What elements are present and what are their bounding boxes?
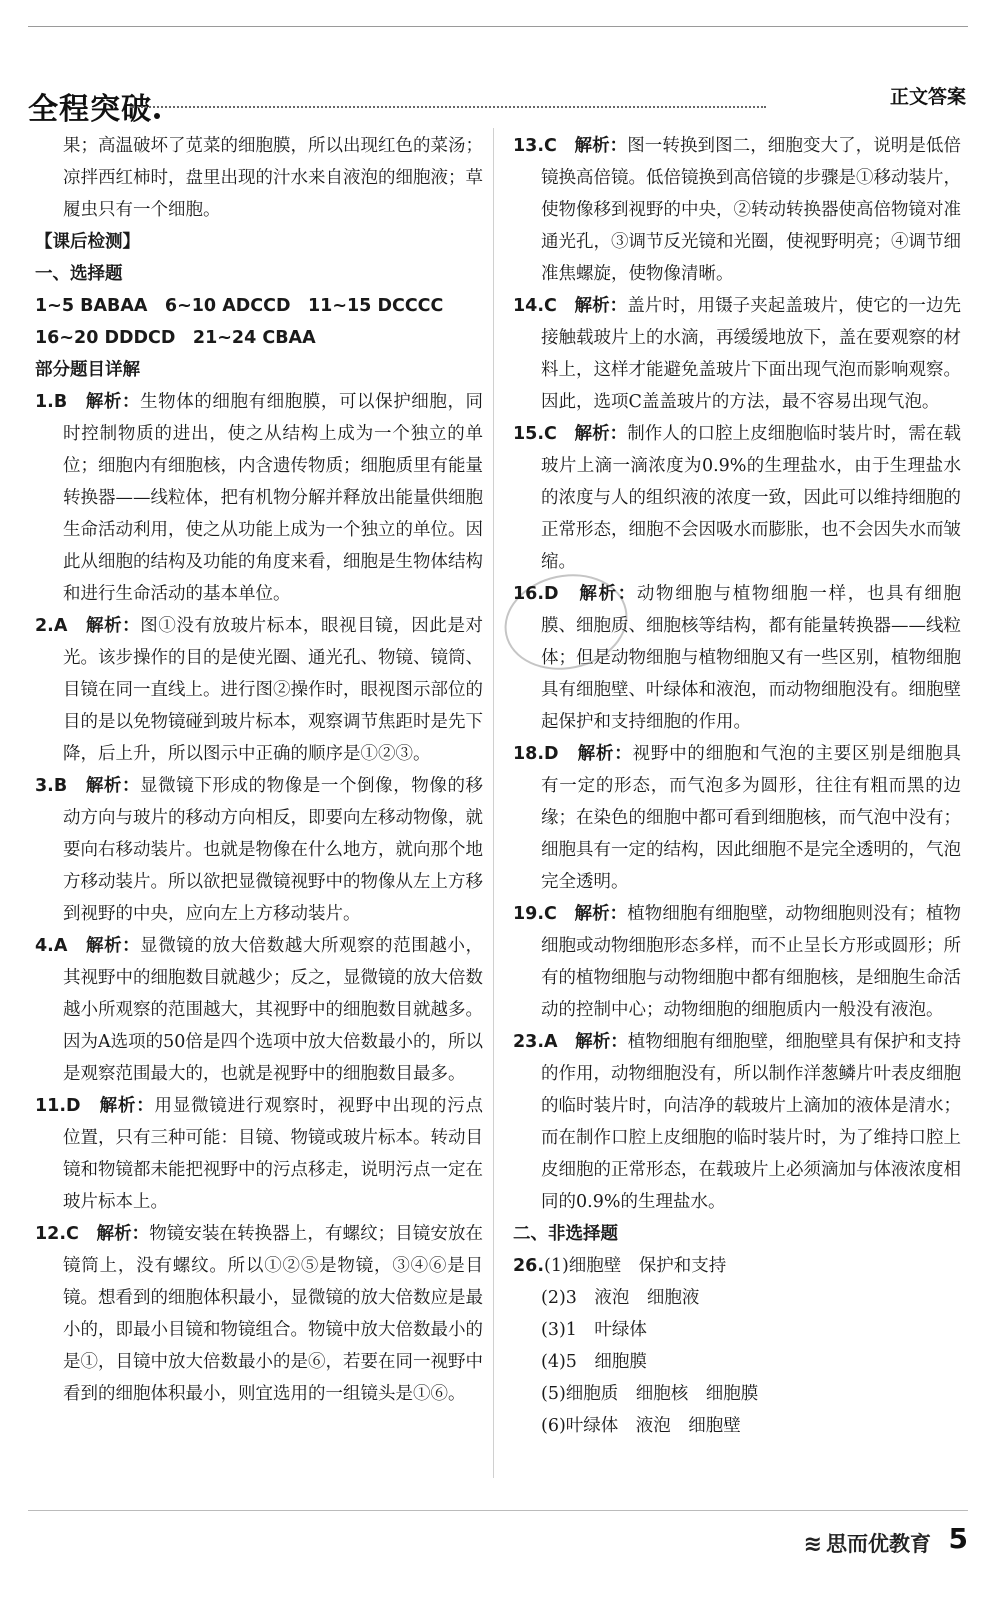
q26-line: (4)5 细胞膜 [541,1352,647,1372]
top-rule [28,26,968,27]
q26-line: (2)3 液泡 细胞液 [541,1288,700,1308]
explanation-item: 1.B 解析：生物体的细胞有细胞膜，可以保护细胞，同时控制物质的进出，使之从结构上成为一个独立的单位；细胞内有细胞核，内含遗传物质；细胞质里有能量转换器——线粒体，把有机物分解并释放出能量供细胞生命活动利用，使之从功能上成为一个独立的单位。因此从细胞的结构及功能的角度来看，细胞是生物体结构和进行生命活动的基本单位。 [35,392,484,604]
explanation-item: 4.A 解析：显微镜的放大倍数越大所观察的范围越小，其视野中的细胞数目就越少；反之，显微镜的放大倍数越小所观察的范围越大，其视野中的细胞数目就越多。因为A选项的50倍是四个选项中放大倍数最小的，所以是观察范围最大的，也就是视野中的细胞数目最多。 [35,936,484,1084]
q26-line: (5)细胞质 细胞核 细胞膜 [541,1384,759,1404]
answer-key-line-2: 16~20 DDDCD 21~24 CBAA [35,328,316,348]
right-column [513,130,961,1442]
explanation-item: 18.D 解析：视野中的细胞和气泡的主要区别是细胞具有一定的形态，而气泡多为圆形，往往有粗而黑的边缘；在染色的细胞中都可看到细胞核，而气泡中没有；细胞具有一定的结构，因此细胞不是完全透明的，气泡完全透明。 [513,744,962,892]
brand-logo: 全程突破 [28,84,160,128]
left-column [35,130,483,1410]
explanation-item: 23.A 解析：植物细胞有细胞壁，细胞壁具有保护和支持的作用，动物细胞没有，所以制作洋葱鳞片叶表皮细胞的临时装片时，向洁净的载玻片上滴加的液体是清水；而在制作口腔上皮细胞的临时装片时，为了维持口腔上皮细胞的正常形态，在载玻片上必须滴加与体液浓度相同的0.9%的生理盐水。 [513,1032,962,1212]
page-number: 5 [948,1522,968,1555]
explanation-item: 14.C 解析：盖片时，用镊子夹起盖玻片，使它的一边先接触载玻片上的水滴，再缓缓地放下，盖在要观察的材料上，这样才能避免盖玻片下面出现气泡而影响观察。因此，选项C盖盖玻片的方法，最不容易出现气泡。 [513,296,962,412]
footer-rule [28,1510,968,1511]
section-label: 正文答案 [889,86,966,108]
explanation-item: 2.A 解析：图①没有放玻片标本，眼视目镜，因此是对光。该步操作的目的是使光圈、通光孔、物镜、镜筒、目镜在同一直线上。进行图②操作时，眼视图示部位的目的是以免物镜碰到玻片标本，观察调节焦距时是先下降，后上升，所以图示中正确的顺序是①②③。 [35,616,484,764]
column-divider [493,128,494,1478]
header-dotted-rule [130,106,766,108]
choice-heading: 一、选择题 [35,264,123,284]
s-logo-icon: ≋ [803,1532,822,1557]
explanation-item: 15.C 解析：制作人的口腔上皮细胞临时装片时，需在载玻片上滴一滴浓度为0.9%的生理盐水，由于生理盐水的浓度与人的组织液的浓度一致，因此可以维持细胞的正常形态，细胞不会因吸水而膨胀，也不会因失水而皱缩。 [513,424,962,572]
q26-line: (3)1 叶绿体 [541,1320,647,1340]
explanation-item: 3.B 解析：显微镜下形成的物像是一个倒像，物像的移动方向与玻片的移动方向相反，即要向左移动物像，就要向右移动装片。也就是物像在什么地方，就向那个地方移动装片。所以欲把显微镜视野中的物像从左上方移到视野的中央，应向左上方移动装片。 [35,776,484,924]
explanation-item: 12.C 解析：物镜安装在转换器上，有螺纹；目镜安放在镜筒上，没有螺纹。所以①②⑤是物镜，③④⑥是目镜。想看到的细胞体积最小，显微镜的放大倍数应是最小的，即最小目镜和物镜组合。物镜中放大倍数最小的是①，目镜中放大倍数最小的是⑥，若要在同一视野中看到的细胞体积最小，则宜选用的一组镜头是①⑥。 [35,1224,484,1404]
q26-line: (6)叶绿体 液泡 细胞壁 [541,1416,741,1436]
non-choice-heading: 二、非选择题 [513,1224,618,1244]
footer-logo: ≋ 思而优教育 [803,1532,931,1557]
answer-key-line-1: 1~5 BABAA 6~10 ADCCD 11~15 DCCCC [35,296,444,316]
detail-heading: 部分题目详解 [35,360,140,380]
intro-paragraph: 果；高温破坏了苋菜的细胞膜，所以出现红色的菜汤；凉拌西红柿时，盘里出现的汁水来自液泡的细胞液；草履虫只有一个细胞。 [63,136,483,220]
explanation-item: 11.D 解析：用显微镜进行观察时，视野中出现的污点位置，只有三种可能：目镜、物镜或玻片标本。转动目镜和物镜都未能把视野中的污点移走，说明污点一定在玻片标本上。 [35,1096,484,1212]
explanation-item: 19.C 解析：植物细胞有细胞壁，动物细胞则没有；植物细胞或动物细胞形态多样，而不止呈长方形或圆形；所有的植物细胞与动物细胞中都有细胞核，是细胞生命活动的控制中心；动物细胞的细胞质内一般没有液泡。 [513,904,962,1020]
explanation-item: 13.C 解析：图一转换到图二，细胞变大了，说明是低倍镜换高倍镜。低倍镜换到高倍镜的步骤是①移动装片，使物像移到视野的中央，②转动转换器使高倍物镜对准通光孔，③调节反光镜和光圈，使视野明亮；④调节细准焦螺旋，使物像清晰。 [513,136,962,284]
explanation-item: 16.D 解析：动物细胞与植物细胞一样，也具有细胞膜、细胞质、细胞核等结构，都有能量转换器——线粒体；但是动物细胞与植物细胞又有一些区别，植物细胞具有细胞壁、叶绿体和液泡，而动物细胞没有。细胞壁起保护和支持细胞的作用。 [513,584,962,732]
q26-line: 26.(1)细胞壁 保护和支持 [513,1256,727,1276]
check-heading: 【课后检测】 [35,232,140,252]
